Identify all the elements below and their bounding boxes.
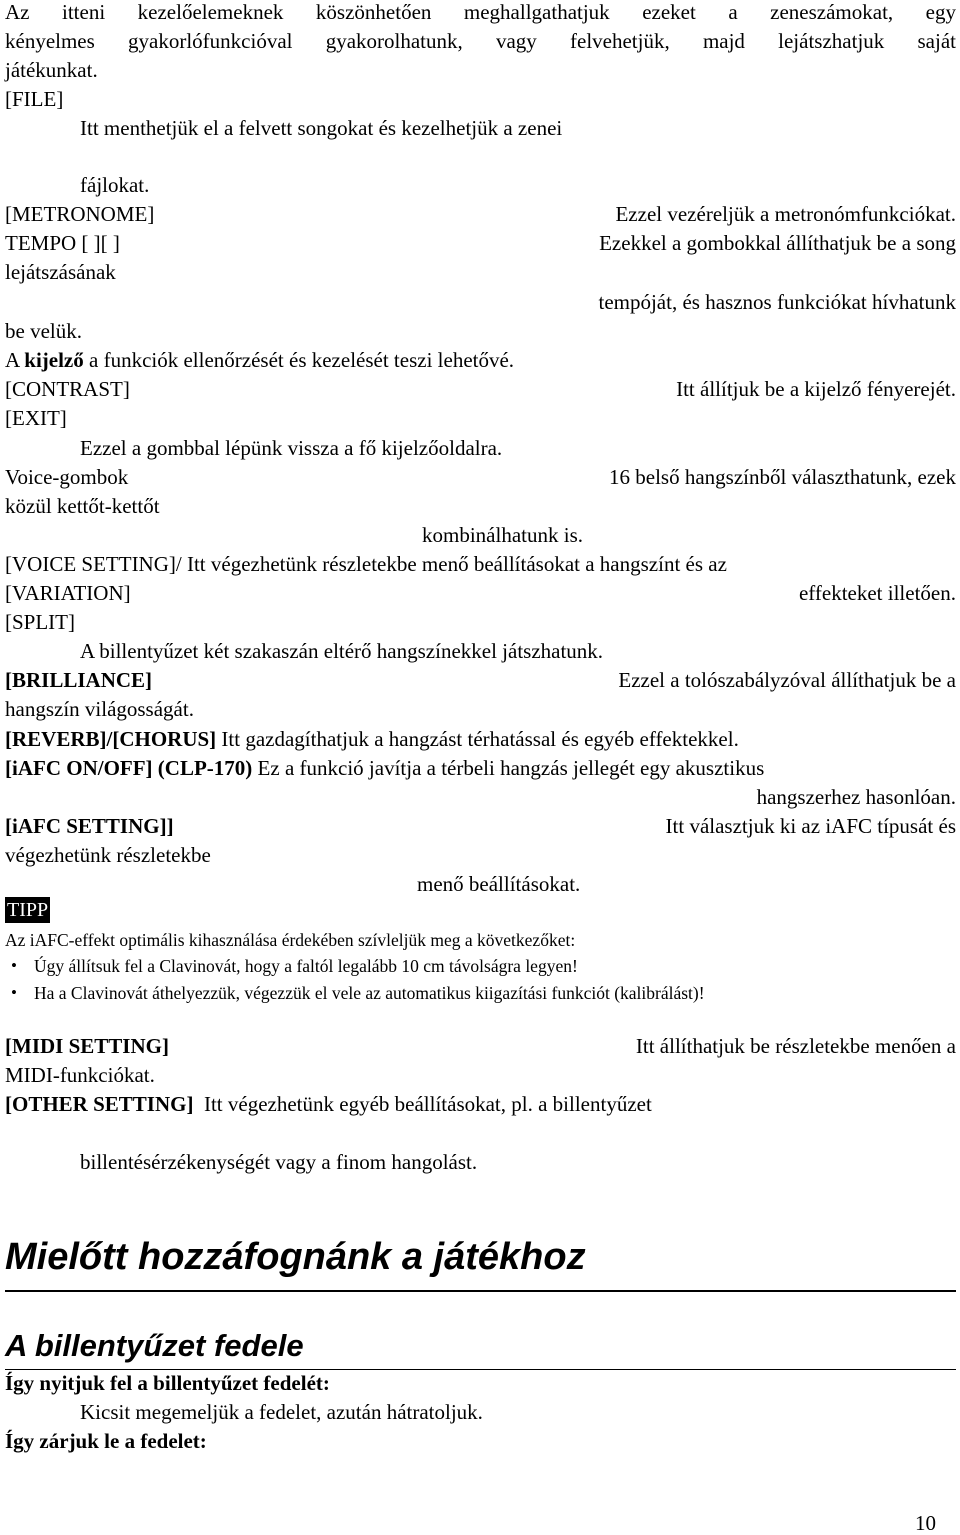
intro-line-3: játékunkat. bbox=[5, 58, 98, 82]
voice-desc-3: kombinálhatunk is. bbox=[422, 523, 583, 547]
tempo-desc-4: be velük. bbox=[5, 319, 82, 343]
reverb-label: [REVERB]/[CHORUS] bbox=[5, 727, 217, 751]
variation-desc: effekteket illetően. bbox=[798, 581, 956, 605]
exit-label: [EXIT] bbox=[5, 406, 67, 430]
tipp-intro: Az iAFC-effekt optimális kihasználása érdekében szívleljük meg a következőket: bbox=[5, 930, 576, 950]
midi-desc-2: MIDI-funkciókat. bbox=[5, 1063, 155, 1087]
iafc-desc-2: hangszerhez hasonlóan. bbox=[756, 785, 956, 809]
iafc-setting-desc-1: Itt választjuk ki az iAFC típusát és bbox=[665, 814, 956, 838]
brilliance-desc-2: hangszín világosságát. bbox=[5, 697, 194, 721]
bullet-icon: • bbox=[11, 983, 17, 1002]
intro-text-1: Az itteni kezelőelemeknek köszönhetően meghallgathatjuk ezeket a zeneszámokat, egy bbox=[5, 0, 956, 24]
tipp-bullet-1: Úgy állítsuk fel a Clavinovát, hogy a faltól legalább 10 cm távolságra legyen! bbox=[34, 956, 578, 976]
intro-line-2: kényelmes gyakorlófunkcióval gyakorolhatunk, vagy felvehetjük, majd lejátszhatjuk saját bbox=[5, 29, 956, 53]
heading-keyboard-lid: A billentyűzet fedele bbox=[5, 1326, 956, 1370]
display-bold: kijelző bbox=[24, 348, 84, 372]
split-desc: A billentyűzet két szakaszán eltérő hangszínekkel játszhatunk. bbox=[80, 639, 604, 663]
reverb-line bbox=[5, 726, 956, 753]
brilliance-desc-1: Ezzel a tolószabályzóval állíthatjuk be a bbox=[618, 668, 956, 692]
bullet-icon: • bbox=[11, 956, 17, 975]
heading-before-playing: Mielőtt hozzáfognánk a játékhoz bbox=[5, 1232, 956, 1292]
tempo-desc-3: tempóját, és hasznos funkciókat hívhatunk bbox=[598, 290, 956, 314]
tempo-desc-1: Ezekkel a gombokkal állíthatjuk be a song bbox=[599, 231, 956, 255]
tempo-desc-2: lejátszásának bbox=[5, 260, 116, 284]
file-desc-1: Itt menthetjük el a felvett songokat és kezelhetjük a zenei bbox=[80, 116, 563, 140]
voice-desc-1: 16 belső hangszínből választhatunk, ezek bbox=[609, 465, 956, 489]
file-label: [FILE] bbox=[5, 87, 64, 111]
brilliance-label: [BRILLIANCE] bbox=[5, 668, 153, 692]
page-number: 10 bbox=[915, 1511, 936, 1535]
iafc-setting-desc-2: végezhetünk részletekbe bbox=[5, 843, 211, 867]
other-line bbox=[5, 1091, 956, 1118]
iafc-setting-desc-3: menő beállításokat. bbox=[417, 872, 581, 896]
voice-setting-label: [VOICE SETTING]/ bbox=[5, 552, 182, 576]
voice-label: Voice-gombok bbox=[5, 465, 129, 489]
lid-close-label: Így zárjuk le a fedelet: bbox=[5, 1429, 207, 1453]
lid-open-desc: Kicsit megemeljük a fedelet, azután hátratoljuk. bbox=[80, 1400, 483, 1424]
contrast-label: [CONTRAST] bbox=[5, 377, 130, 401]
midi-label: [MIDI SETTING] bbox=[5, 1034, 169, 1058]
exit-desc: Ezzel a gombbal lépünk vissza a fő kijelzőoldalra. bbox=[80, 436, 503, 460]
voice-setting-desc: Itt végezhetünk részletekbe menő beállításokat a hangszínt és az bbox=[186, 552, 727, 576]
other-desc-2: billentésérzékenységét vagy a finom hangolást. bbox=[80, 1150, 478, 1174]
split-label: [SPLIT] bbox=[5, 610, 75, 634]
iafc-label: [iAFC ON/OFF] (CLP-170) bbox=[5, 756, 253, 780]
reverb-desc: Itt gazdagíthatjuk a hangzást térhatással és egyéb effektekkel. bbox=[221, 727, 739, 751]
tipp-bullet-2: Ha a Clavinovát áthelyezzük, végezzük el vele az automatikus kiigazítási funkciót (kalibrálást)! bbox=[34, 983, 705, 1003]
file-desc-2: fájlokat. bbox=[80, 173, 150, 197]
midi-desc-1: Itt állíthatjuk be részletekbe menően a bbox=[635, 1034, 956, 1058]
contrast-desc: Itt állítjuk be a kijelző fényerejét. bbox=[676, 377, 956, 401]
intro-line-1 bbox=[5, 0, 956, 26]
other-label: [OTHER SETTING] bbox=[5, 1092, 194, 1116]
voice-desc-2: közül kettőt-kettőt bbox=[5, 494, 160, 518]
iafc-line bbox=[5, 755, 956, 782]
tempo-label: TEMPO [ ][ ] bbox=[5, 231, 120, 255]
other-desc-1: Itt végezhetünk egyéb beállításokat, pl. a billentyűzet bbox=[203, 1092, 652, 1116]
lid-open-label: Így nyitjuk fel a billentyűzet fedelét: bbox=[5, 1371, 330, 1395]
iafc-desc-1: Ez a funkció javítja a térbeli hangzás jellegét egy akusztikus bbox=[257, 756, 765, 780]
iafc-setting-label: [iAFC SETTING]] bbox=[5, 814, 174, 838]
display-line: A kijelző a funkciók ellenőrzését és kezelését teszi lehetővé. bbox=[5, 348, 515, 372]
tipp-badge: TIPP bbox=[7, 899, 49, 921]
metronome-label: [METRONOME] bbox=[5, 202, 155, 226]
variation-label: [VARIATION] bbox=[5, 581, 131, 605]
voice-setting-line bbox=[5, 551, 956, 578]
metronome-desc: Ezzel vezéreljük a metronómfunkciókat. bbox=[615, 202, 956, 226]
